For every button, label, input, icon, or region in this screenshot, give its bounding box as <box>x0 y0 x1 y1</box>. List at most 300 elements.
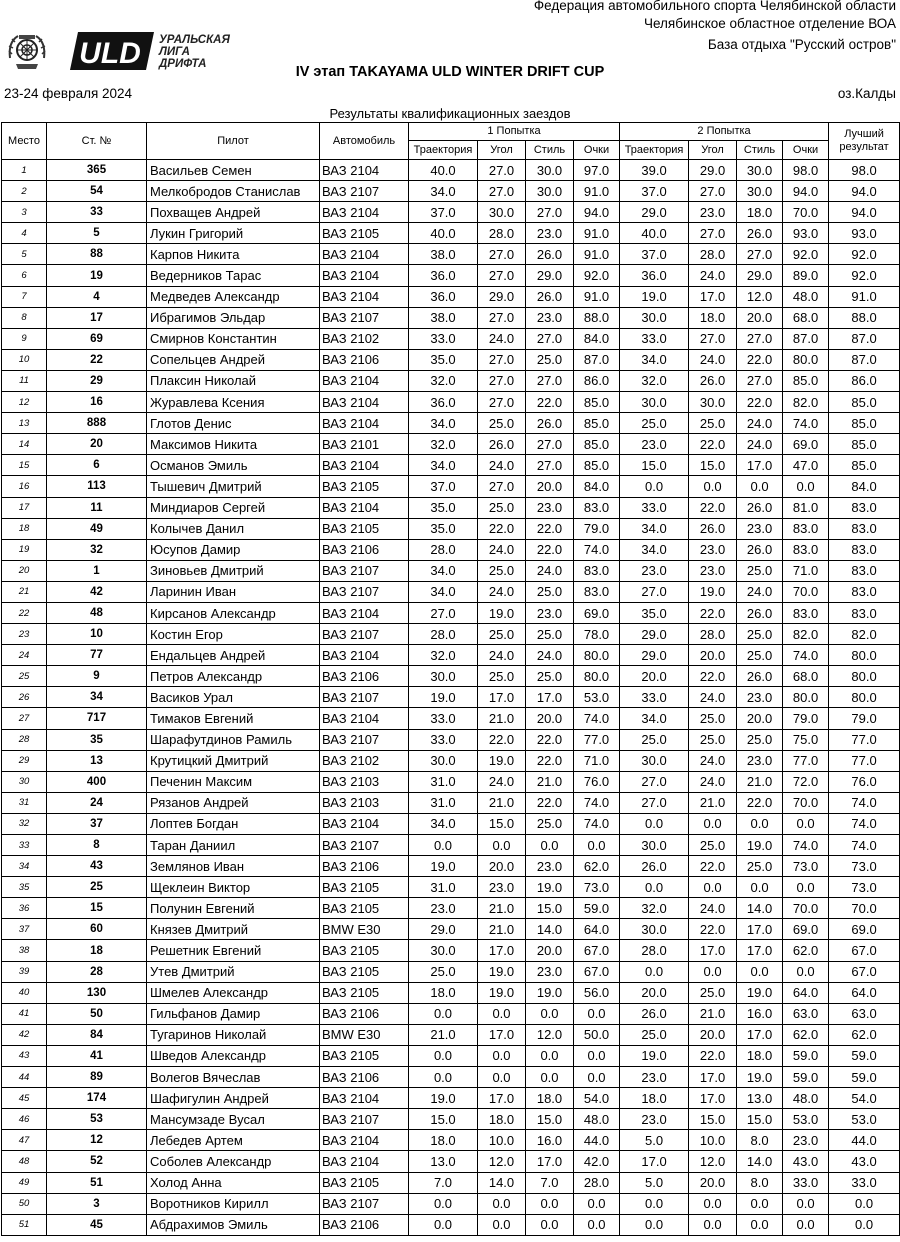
cell-a1-angle: 25.0 <box>478 497 526 518</box>
cell-a1-points: 0.0 <box>574 1045 620 1066</box>
cell-a1-trajectory: 40.0 <box>409 160 478 181</box>
cell-place: 13 <box>2 413 47 434</box>
col-a1-style: Стиль <box>526 141 574 160</box>
cell-a1-trajectory: 28.0 <box>409 624 478 645</box>
cell-a1-angle: 10.0 <box>478 1130 526 1151</box>
cell-a1-points: 74.0 <box>574 792 620 813</box>
cell-a2-trajectory: 37.0 <box>620 244 689 265</box>
cell-number: 49 <box>47 518 147 539</box>
cell-a2-angle: 22.0 <box>689 856 737 877</box>
cell-number: 84 <box>47 1024 147 1045</box>
cell-a1-trajectory: 33.0 <box>409 729 478 750</box>
cell-best: 74.0 <box>829 835 900 856</box>
cell-a1-points: 91.0 <box>574 244 620 265</box>
cell-a1-angle: 25.0 <box>478 666 526 687</box>
cell-a2-points: 75.0 <box>783 729 829 750</box>
cell-a1-angle: 27.0 <box>478 392 526 413</box>
cell-a2-trajectory: 34.0 <box>620 518 689 539</box>
cell-a1-trajectory: 31.0 <box>409 771 478 792</box>
cell-car: ВАЗ 2104 <box>320 160 409 181</box>
col-best-header-line: Лучший <box>844 128 884 140</box>
event-date: 23-24 февраля 2024 <box>4 86 133 101</box>
cell-best: 62.0 <box>829 1024 900 1045</box>
cell-a2-style: 23.0 <box>737 750 783 771</box>
cell-a1-points: 85.0 <box>574 392 620 413</box>
cell-a1-trajectory: 21.0 <box>409 1024 478 1045</box>
table-row <box>2 940 900 961</box>
cell-a1-style: 26.0 <box>526 244 574 265</box>
cell-a1-points: 83.0 <box>574 560 620 581</box>
cell-a2-points: 80.0 <box>783 687 829 708</box>
cell-a2-style: 0.0 <box>737 961 783 982</box>
cell-a1-points: 94.0 <box>574 202 620 223</box>
cell-number: 41 <box>47 1045 147 1066</box>
cell-pilot: Лоптев Богдан <box>147 813 320 834</box>
cell-pilot: Холод Анна <box>147 1172 320 1193</box>
cell-a2-points: 77.0 <box>783 750 829 771</box>
cell-a1-angle: 23.0 <box>478 877 526 898</box>
cell-best: 88.0 <box>829 307 900 328</box>
cell-a1-style: 27.0 <box>526 370 574 391</box>
cell-car: ВАЗ 2104 <box>320 286 409 307</box>
cell-a1-angle: 24.0 <box>478 771 526 792</box>
cell-pilot: Карпов Никита <box>147 244 320 265</box>
cell-a2-points: 85.0 <box>783 370 829 391</box>
cell-pilot: Похващев Андрей <box>147 202 320 223</box>
table-row <box>2 328 900 349</box>
cell-car: ВАЗ 2104 <box>320 602 409 623</box>
cell-best: 92.0 <box>829 244 900 265</box>
cell-a1-trajectory: 40.0 <box>409 223 478 244</box>
cell-a1-points: 0.0 <box>574 1214 620 1235</box>
cell-a1-style: 0.0 <box>526 1214 574 1235</box>
cell-best: 92.0 <box>829 265 900 286</box>
cell-a2-angle: 20.0 <box>689 645 737 666</box>
cell-a2-trajectory: 23.0 <box>620 1067 689 1088</box>
table-row <box>2 1088 900 1109</box>
cell-a1-trajectory: 19.0 <box>409 687 478 708</box>
cell-pilot: Плаксин Николай <box>147 370 320 391</box>
cell-best: 80.0 <box>829 645 900 666</box>
cell-a2-angle: 25.0 <box>689 835 737 856</box>
cell-a1-angle: 26.0 <box>478 434 526 455</box>
table-row <box>2 1130 900 1151</box>
cell-a1-angle: 19.0 <box>478 961 526 982</box>
table-row <box>2 919 900 940</box>
table-row <box>2 370 900 391</box>
cell-a1-style: 17.0 <box>526 1151 574 1172</box>
cell-a1-style: 12.0 <box>526 1024 574 1045</box>
cell-best: 64.0 <box>829 982 900 1003</box>
cell-a2-trajectory: 26.0 <box>620 856 689 877</box>
cell-a1-angle: 27.0 <box>478 349 526 370</box>
cell-place: 9 <box>2 328 47 349</box>
cell-number: 12 <box>47 1130 147 1151</box>
cell-best: 74.0 <box>829 813 900 834</box>
cell-number: 33 <box>47 202 147 223</box>
cell-best: 54.0 <box>829 1088 900 1109</box>
cell-pilot: Соболев Александр <box>147 1151 320 1172</box>
cell-place: 24 <box>2 645 47 666</box>
cell-pilot: Шафигулин Андрей <box>147 1088 320 1109</box>
logo-caption-line: ЛИГА <box>159 46 190 58</box>
cell-number: 17 <box>47 307 147 328</box>
cell-best: 82.0 <box>829 624 900 645</box>
cell-place: 37 <box>2 919 47 940</box>
cell-pilot: Сопельцев Андрей <box>147 349 320 370</box>
cell-best: 85.0 <box>829 434 900 455</box>
cell-a2-angle: 22.0 <box>689 1045 737 1066</box>
cell-a1-style: 23.0 <box>526 602 574 623</box>
cell-a2-style: 21.0 <box>737 771 783 792</box>
cell-best: 77.0 <box>829 729 900 750</box>
cell-number: 29 <box>47 370 147 391</box>
col-pilot-header: Пилот <box>147 123 320 160</box>
cell-a2-angle: 25.0 <box>689 413 737 434</box>
cell-car: ВАЗ 2104 <box>320 497 409 518</box>
cell-a1-trajectory: 19.0 <box>409 856 478 877</box>
cell-a1-angle: 24.0 <box>478 581 526 602</box>
cell-pilot: Юсупов Дамир <box>147 539 320 560</box>
cell-a1-points: 77.0 <box>574 729 620 750</box>
cell-a1-angle: 27.0 <box>478 307 526 328</box>
cell-pilot: Васильев Семен <box>147 160 320 181</box>
cell-a2-angle: 21.0 <box>689 1003 737 1024</box>
cell-a2-style: 0.0 <box>737 1193 783 1214</box>
cell-a2-points: 43.0 <box>783 1151 829 1172</box>
cell-best: 91.0 <box>829 286 900 307</box>
cell-best: 59.0 <box>829 1067 900 1088</box>
cell-pilot: Полунин Евгений <box>147 898 320 919</box>
cell-a2-angle: 27.0 <box>689 223 737 244</box>
org-line-3: База отдыха "Русский остров" <box>707 37 896 52</box>
cell-car: ВАЗ 2104 <box>320 1088 409 1109</box>
cell-place: 20 <box>2 560 47 581</box>
cell-a2-style: 22.0 <box>737 349 783 370</box>
cell-a2-trajectory: 18.0 <box>620 1088 689 1109</box>
cell-a2-style: 27.0 <box>737 370 783 391</box>
table-row <box>2 497 900 518</box>
cell-a1-trajectory: 0.0 <box>409 1193 478 1214</box>
cell-place: 41 <box>2 1003 47 1024</box>
cell-a2-points: 87.0 <box>783 328 829 349</box>
cell-best: 33.0 <box>829 1172 900 1193</box>
cell-a1-angle: 27.0 <box>478 244 526 265</box>
cell-a2-points: 0.0 <box>783 961 829 982</box>
cell-a2-points: 0.0 <box>783 813 829 834</box>
cell-a1-angle: 21.0 <box>478 792 526 813</box>
cell-a2-trajectory: 25.0 <box>620 1024 689 1045</box>
cell-a1-points: 0.0 <box>574 835 620 856</box>
cell-best: 73.0 <box>829 856 900 877</box>
cell-place: 18 <box>2 518 47 539</box>
cell-car: ВАЗ 2107 <box>320 835 409 856</box>
cell-a1-angle: 22.0 <box>478 518 526 539</box>
cell-a1-angle: 29.0 <box>478 286 526 307</box>
table-row <box>2 265 900 286</box>
cell-a2-style: 30.0 <box>737 181 783 202</box>
cell-best: 63.0 <box>829 1003 900 1024</box>
table-row <box>2 1214 900 1235</box>
cell-a2-angle: 24.0 <box>689 750 737 771</box>
cell-a2-trajectory: 0.0 <box>620 1214 689 1235</box>
cell-a1-style: 30.0 <box>526 160 574 181</box>
cell-a2-angle: 30.0 <box>689 392 737 413</box>
cell-number: 113 <box>47 476 147 497</box>
cell-a1-points: 79.0 <box>574 518 620 539</box>
cell-place: 31 <box>2 792 47 813</box>
cell-a2-style: 19.0 <box>737 835 783 856</box>
cell-pilot: Журавлева Ксения <box>147 392 320 413</box>
cell-a2-style: 24.0 <box>737 581 783 602</box>
cell-a2-style: 26.0 <box>737 539 783 560</box>
cell-a1-angle: 27.0 <box>478 265 526 286</box>
col-attempt2-header: 2 Попытка <box>620 123 829 141</box>
cell-a1-points: 85.0 <box>574 413 620 434</box>
cell-a2-points: 70.0 <box>783 581 829 602</box>
org-line-1: Федерация автомобильного спорта Челябинской области <box>533 0 896 13</box>
cell-a1-style: 18.0 <box>526 1088 574 1109</box>
cell-a2-trajectory: 0.0 <box>620 813 689 834</box>
cell-a2-angle: 19.0 <box>689 581 737 602</box>
cell-best: 53.0 <box>829 1109 900 1130</box>
cell-car: ВАЗ 2107 <box>320 687 409 708</box>
cell-a2-angle: 22.0 <box>689 497 737 518</box>
cell-a1-points: 84.0 <box>574 328 620 349</box>
cell-number: 25 <box>47 877 147 898</box>
table-row <box>2 223 900 244</box>
table-row <box>2 645 900 666</box>
cell-place: 14 <box>2 434 47 455</box>
cell-number: 3 <box>47 1193 147 1214</box>
cell-a2-trajectory: 5.0 <box>620 1130 689 1151</box>
cell-a2-angle: 0.0 <box>689 961 737 982</box>
cell-place: 23 <box>2 624 47 645</box>
table-row <box>2 413 900 434</box>
cell-a1-angle: 21.0 <box>478 919 526 940</box>
cell-a1-style: 23.0 <box>526 856 574 877</box>
cell-a1-style: 20.0 <box>526 940 574 961</box>
cell-a1-points: 80.0 <box>574 666 620 687</box>
cell-a2-points: 0.0 <box>783 476 829 497</box>
cell-a1-style: 0.0 <box>526 1003 574 1024</box>
cell-car: ВАЗ 2106 <box>320 539 409 560</box>
cell-car: BMW E30 <box>320 919 409 940</box>
table-row <box>2 244 900 265</box>
cell-a2-points: 69.0 <box>783 919 829 940</box>
cell-a2-angle: 0.0 <box>689 813 737 834</box>
col-a2-angle: Угол <box>689 141 737 160</box>
cell-car: ВАЗ 2104 <box>320 1130 409 1151</box>
cell-car: ВАЗ 2106 <box>320 856 409 877</box>
cell-car: ВАЗ 2106 <box>320 1003 409 1024</box>
cell-car: ВАЗ 2103 <box>320 771 409 792</box>
table-row <box>2 581 900 602</box>
cell-a2-trajectory: 32.0 <box>620 370 689 391</box>
cell-best: 83.0 <box>829 581 900 602</box>
logo-caption-line: ДРИФТА <box>159 58 207 70</box>
cell-a2-trajectory: 37.0 <box>620 181 689 202</box>
cell-a1-points: 91.0 <box>574 181 620 202</box>
cell-a1-angle: 17.0 <box>478 940 526 961</box>
cell-a1-points: 74.0 <box>574 539 620 560</box>
cell-a2-angle: 0.0 <box>689 1193 737 1214</box>
cell-a1-style: 15.0 <box>526 898 574 919</box>
cell-a1-style: 22.0 <box>526 392 574 413</box>
cell-a1-trajectory: 34.0 <box>409 581 478 602</box>
cell-a1-trajectory: 15.0 <box>409 1109 478 1130</box>
cell-a2-style: 26.0 <box>737 497 783 518</box>
cell-best: 83.0 <box>829 518 900 539</box>
cell-car: ВАЗ 2105 <box>320 961 409 982</box>
cell-pilot: Ведерников Тарас <box>147 265 320 286</box>
cell-car: ВАЗ 2106 <box>320 666 409 687</box>
table-row <box>2 518 900 539</box>
cell-number: 4 <box>47 286 147 307</box>
table-row <box>2 1151 900 1172</box>
cell-place: 26 <box>2 687 47 708</box>
cell-number: 11 <box>47 497 147 518</box>
cell-best: 83.0 <box>829 560 900 581</box>
cell-a1-points: 83.0 <box>574 581 620 602</box>
cell-a2-angle: 22.0 <box>689 434 737 455</box>
cell-a1-style: 25.0 <box>526 813 574 834</box>
cell-number: 19 <box>47 265 147 286</box>
cell-a2-angle: 24.0 <box>689 687 737 708</box>
cell-pilot: Лебедев Артем <box>147 1130 320 1151</box>
cell-a1-trajectory: 36.0 <box>409 392 478 413</box>
cell-a2-style: 18.0 <box>737 202 783 223</box>
cell-pilot: Петров Александр <box>147 666 320 687</box>
cell-a2-angle: 25.0 <box>689 982 737 1003</box>
cell-best: 84.0 <box>829 476 900 497</box>
cell-a2-angle: 22.0 <box>689 666 737 687</box>
cell-a1-angle: 27.0 <box>478 181 526 202</box>
cell-a2-trajectory: 30.0 <box>620 835 689 856</box>
cell-a2-style: 26.0 <box>737 666 783 687</box>
cell-pilot: Глотов Денис <box>147 413 320 434</box>
cell-pilot: Волегов Вячеслав <box>147 1067 320 1088</box>
cell-place: 5 <box>2 244 47 265</box>
cell-car: ВАЗ 2102 <box>320 328 409 349</box>
cell-a1-angle: 25.0 <box>478 560 526 581</box>
cell-number: 89 <box>47 1067 147 1088</box>
cell-a2-points: 74.0 <box>783 413 829 434</box>
cell-a2-style: 24.0 <box>737 434 783 455</box>
cell-a2-trajectory: 25.0 <box>620 413 689 434</box>
cell-a2-angle: 17.0 <box>689 1067 737 1088</box>
cell-a2-style: 24.0 <box>737 413 783 434</box>
cell-number: 400 <box>47 771 147 792</box>
cell-a2-points: 64.0 <box>783 982 829 1003</box>
cell-a2-points: 48.0 <box>783 1088 829 1109</box>
cell-a2-points: 92.0 <box>783 244 829 265</box>
cell-best: 0.0 <box>829 1214 900 1235</box>
cell-a1-points: 67.0 <box>574 961 620 982</box>
cell-a2-points: 69.0 <box>783 434 829 455</box>
cell-car: ВАЗ 2105 <box>320 877 409 898</box>
cell-a1-style: 23.0 <box>526 307 574 328</box>
table-row <box>2 1193 900 1214</box>
cell-number: 10 <box>47 624 147 645</box>
cell-a1-points: 48.0 <box>574 1109 620 1130</box>
cell-a2-points: 83.0 <box>783 539 829 560</box>
cell-pilot: Колычев Данил <box>147 518 320 539</box>
cell-car: ВАЗ 2105 <box>320 1172 409 1193</box>
cell-place: 22 <box>2 602 47 623</box>
cell-a2-angle: 0.0 <box>689 1214 737 1235</box>
table-row <box>2 181 900 202</box>
cell-a2-style: 25.0 <box>737 645 783 666</box>
cell-place: 45 <box>2 1088 47 1109</box>
results-table <box>1 122 900 1236</box>
col-a2-trajectory: Траектория <box>620 141 689 160</box>
col-a1-angle: Угол <box>478 141 526 160</box>
cell-a1-style: 19.0 <box>526 982 574 1003</box>
cell-a2-points: 81.0 <box>783 497 829 518</box>
cell-a1-points: 85.0 <box>574 434 620 455</box>
cell-car: ВАЗ 2106 <box>320 349 409 370</box>
table-row <box>2 307 900 328</box>
cell-a1-points: 0.0 <box>574 1003 620 1024</box>
cell-a2-trajectory: 27.0 <box>620 792 689 813</box>
cell-a1-style: 24.0 <box>526 645 574 666</box>
cell-a1-style: 22.0 <box>526 750 574 771</box>
cell-a1-points: 67.0 <box>574 940 620 961</box>
cell-a1-points: 91.0 <box>574 286 620 307</box>
cell-a2-style: 17.0 <box>737 919 783 940</box>
cell-car: ВАЗ 2104 <box>320 645 409 666</box>
cell-a2-style: 20.0 <box>737 708 783 729</box>
cell-car: ВАЗ 2104 <box>320 370 409 391</box>
cell-best: 86.0 <box>829 370 900 391</box>
table-row <box>2 602 900 623</box>
cell-a1-trajectory: 0.0 <box>409 1003 478 1024</box>
col-car-header: Автомобиль <box>320 123 409 160</box>
cell-pilot: Щеклеин Виктор <box>147 877 320 898</box>
cell-a2-style: 0.0 <box>737 877 783 898</box>
cell-best: 83.0 <box>829 539 900 560</box>
cell-a2-trajectory: 0.0 <box>620 961 689 982</box>
cell-a1-angle: 12.0 <box>478 1151 526 1172</box>
cell-car: ВАЗ 2105 <box>320 898 409 919</box>
cell-a2-trajectory: 30.0 <box>620 392 689 413</box>
cell-a2-points: 68.0 <box>783 307 829 328</box>
cell-a1-style: 27.0 <box>526 455 574 476</box>
cell-pilot: Решетник Евгений <box>147 940 320 961</box>
cell-a1-style: 23.0 <box>526 497 574 518</box>
cell-a2-trajectory: 39.0 <box>620 160 689 181</box>
cell-a2-style: 29.0 <box>737 265 783 286</box>
cell-a1-angle: 17.0 <box>478 687 526 708</box>
cell-a1-style: 0.0 <box>526 1193 574 1214</box>
cell-number: 60 <box>47 919 147 940</box>
event-title: IV этап TAKAYAMA ULD WINTER DRIFT CUP <box>295 64 605 80</box>
cell-place: 44 <box>2 1067 47 1088</box>
cell-a1-points: 53.0 <box>574 687 620 708</box>
cell-a1-trajectory: 34.0 <box>409 560 478 581</box>
cell-a2-trajectory: 33.0 <box>620 328 689 349</box>
cell-a1-trajectory: 34.0 <box>409 181 478 202</box>
cell-a2-style: 19.0 <box>737 1067 783 1088</box>
cell-a1-trajectory: 34.0 <box>409 813 478 834</box>
cell-a1-points: 64.0 <box>574 919 620 940</box>
event-place: оз.Калды <box>837 86 896 101</box>
uld-logo-text: ULD <box>79 37 141 70</box>
cell-best: 77.0 <box>829 750 900 771</box>
cell-a2-points: 59.0 <box>783 1067 829 1088</box>
cell-pilot: Шмелев Александр <box>147 982 320 1003</box>
